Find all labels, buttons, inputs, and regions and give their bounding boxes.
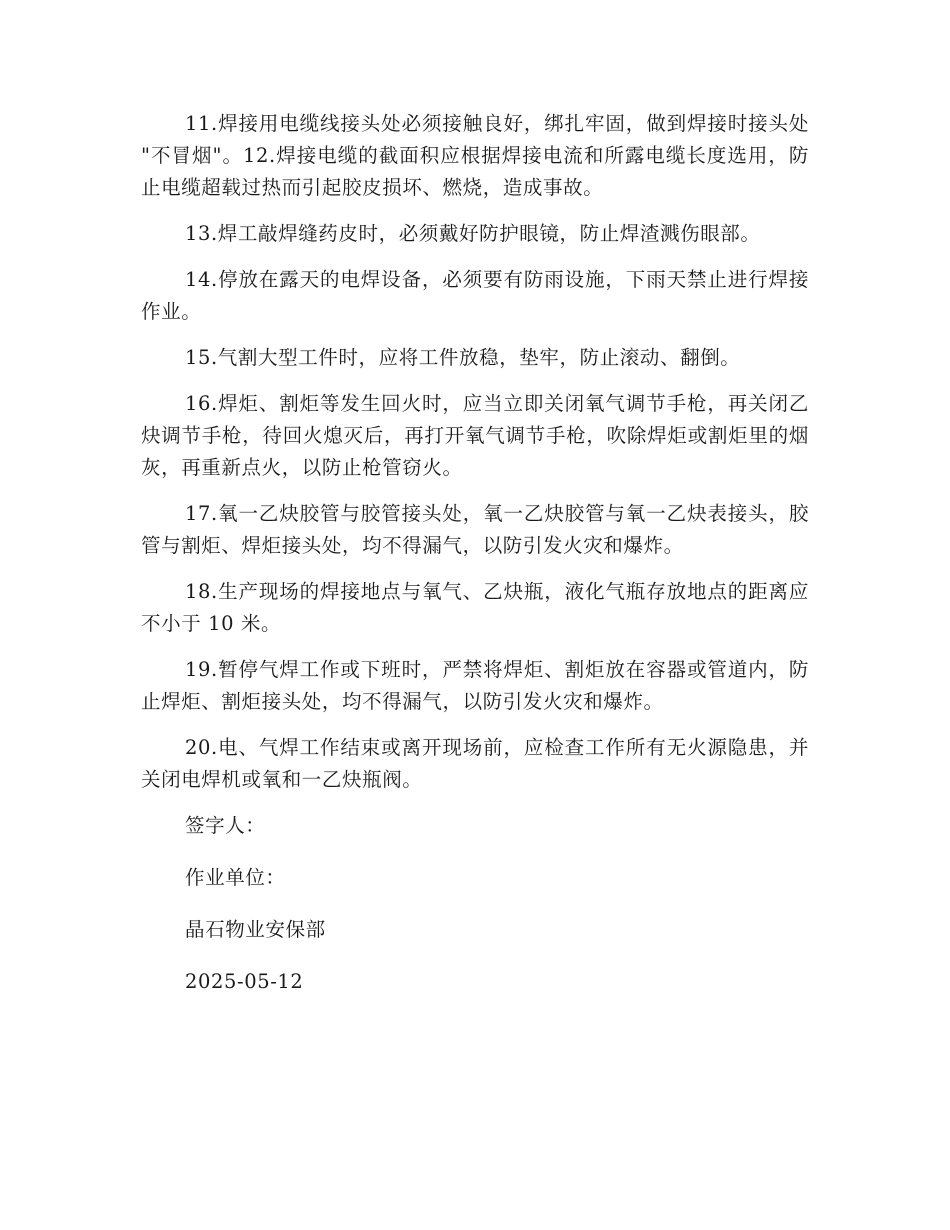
rule-16-paragraph: 16.焊炬、割炬等发生回火时，应当立即关闭氧气调节手枪，再关闭乙炔调节手枪，待回火熄灭后，再打开氧气调节手枪，吹除焊炬或割炬里的烟灰，再重新点火，以防止枪管窃火。 bbox=[141, 392, 809, 479]
rule-14-paragraph: 14.停放在露天的电焊设备，必须要有防雨设施，下雨天禁止进行焊接作业。 bbox=[141, 268, 809, 323]
rule-18-paragraph: 18.生产现场的焊接地点与氧气、乙炔瓶，液化气瓶存放地点的距离应不小于 10 米。 bbox=[141, 580, 809, 635]
rule-15-paragraph: 15.气割大型工件时，应将工件放稳，垫牢，防止滚动、翻倒。 bbox=[185, 346, 741, 369]
signature-block bbox=[141, 810, 809, 998]
rule-17-paragraph: 17.氧一乙炔胶管与胶管接头处，氧一乙炔胶管与氧一乙炔表接头，胶管与割炬、焊炬接头处，均不得漏气，以防引发火灾和爆炸。 bbox=[141, 502, 809, 557]
document-date: 2025-05-12 bbox=[185, 970, 304, 993]
rule-20-paragraph: 20.电、气焊工作结束或离开现场前，应检查工作所有无火源隐患，并关闭电焊机或氧和一乙炔瓶阀。 bbox=[141, 736, 809, 791]
rule-19-paragraph: 19.暂停气焊工作或下班时，严禁将焊炬、割炬放在容器或管道内，防止焊炬、割炬接头处，均不得漏气，以防引发火灾和爆炸。 bbox=[141, 658, 809, 713]
rule-13-paragraph: 13.焊工敲焊缝药皮时，必须戴好防护眼镜，防止焊渣溅伤眼部。 bbox=[185, 222, 761, 245]
unit-label: 作业单位： bbox=[185, 866, 286, 889]
signer-label: 签字人： bbox=[185, 814, 266, 837]
organization-name: 晶石物业安保部 bbox=[185, 918, 326, 941]
document-page bbox=[141, 108, 809, 1018]
rule-11-12-paragraph: 11.焊接用电缆线接头处必须接触良好，绑扎牢固，做到焊接时接头处 "不冒烟"。12.焊接电缆的截面积应根据焊接电流和所露电缆长度选用，防止电缆超载过热而引起胶皮损坏、燃烧，造成事故。 bbox=[141, 112, 809, 199]
